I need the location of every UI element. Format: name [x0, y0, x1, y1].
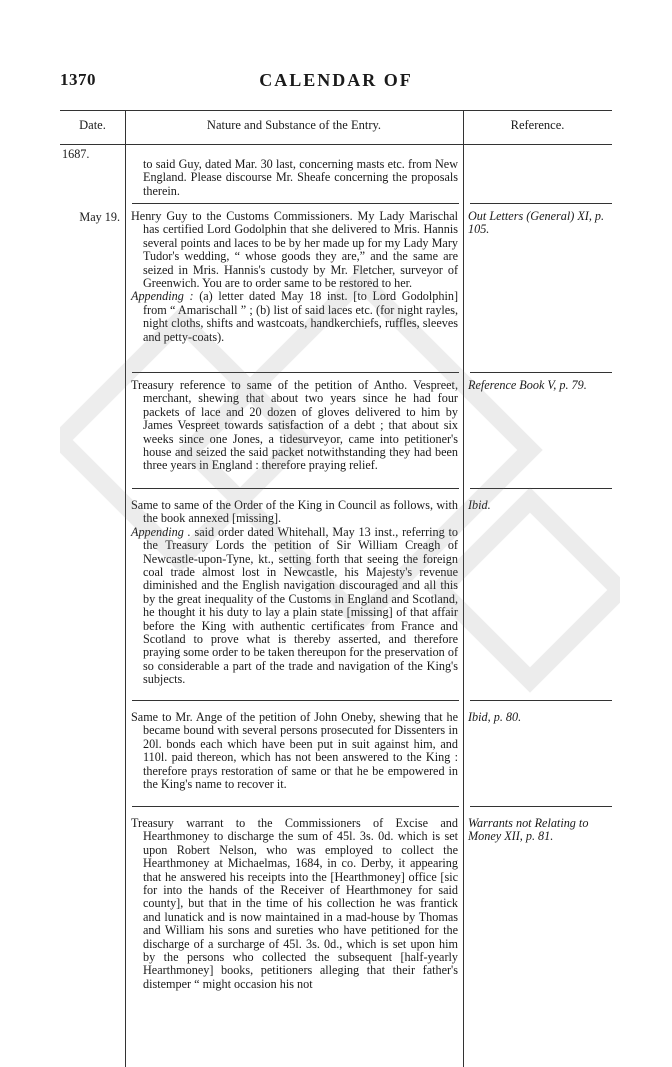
entry-body: Same to same of the Order of the King in Council as follows, with the book annexed [missing].	[131, 498, 458, 526]
entry-appending	[131, 526, 458, 687]
reference-separator	[470, 488, 612, 489]
entry-body: Henry Guy to the Customs Commissioners. My Lady Marischal has certified Lord Godolphin that she delivered to Mris. Hannis several points and laces to be by her made up for my Lady Mary Tudor's wedding, “ whose goods they are,” and the same are seized in Mris. Hannis's custody by Mr. Fletcher, surveyor of Greenwich. You are to order same to be restored to her.	[131, 209, 458, 291]
column-header-nature: Nature and Substance of the Entry.	[206, 118, 382, 132]
entry-date: 1687.	[62, 147, 90, 161]
entry-date: May 19.	[79, 210, 120, 224]
entry-reference: Out Letters (General) XI, p. 105.	[468, 209, 605, 237]
table-header-rule	[60, 144, 612, 145]
entry-separator	[132, 488, 459, 489]
page-number: 1370	[60, 70, 96, 89]
column-header-date: Date.	[79, 118, 106, 132]
entry-text	[131, 711, 458, 791]
entry-separator	[132, 203, 459, 204]
entry-reference: Warrants not Relating to Money XII, p. 81.	[468, 816, 589, 844]
column-divider-reference	[463, 110, 464, 1067]
entry-body: Treasury reference to same of the petition of Antho. Vespreet, merchant, shewing that about two years since he had four packets of lace and 20 dozen of gloves delivered to him by James Vespreet towards satisfaction of a debt ; that about six weeks since one Jones, a tidesurveyor, came into petitioner's house and seized the said packet notwithstanding they had been three years in England : therefore praying relief.	[131, 378, 458, 473]
entry-reference: Reference Book V, p. 79.	[468, 378, 587, 392]
reference-separator	[470, 372, 612, 373]
reference-separator	[470, 806, 612, 807]
entry-text	[131, 158, 458, 198]
entry-separator	[132, 806, 459, 807]
entry-body: Same to Mr. Ange of the petition of John Oneby, shewing that he became bound with several persons prosecuted for Dissenters in 20l. bonds each which have been put in suit against him, and 110l. paid thereon, which has not been answered to the King : therefore prays restoration of same or that he be empowered in the King's name to recover it.	[131, 710, 458, 792]
entry-reference: Ibid, p. 80.	[468, 710, 522, 724]
column-divider-date	[125, 110, 126, 1067]
entry-separator	[132, 372, 459, 373]
appending-text: (a) letter dated May 18 inst. [to Lord Godolphin] from “ Amarischall ” ; (b) list of said laces etc. (for night rayles, night cloths, shifts and wastcoats, handkerchiefs, ruffles, sleeves and petty-coats).	[143, 289, 458, 344]
entry-text	[131, 817, 458, 991]
calendar-table	[60, 110, 612, 1067]
entry-text	[131, 499, 458, 687]
entry-text	[131, 379, 458, 473]
table-top-rule	[60, 110, 612, 111]
appending-text: said order dated Whitehall, May 13 inst., referring to the Treasury Lords the petition of Sir William Creagh of Newcastle-upon-Tyne, kt., setting forth that seeing the foreign coal trade almost lost in Newcastle, his Majesty's revenue diminished and the English navigation discouraged and all this by the great inequality of the Customs in England and Scotland, he thought it his duty to lay a plain state [missing] of that affair before the King with authentic certificates from France and Scotland to prove what is thereby asserted, and therefore praying some order to be taken thereupon for the preservation of so considerable a part of the trade and navigation of the King's subjects.	[143, 524, 458, 687]
reference-separator	[470, 203, 612, 204]
entry-reference: Ibid.	[468, 498, 491, 512]
page-header	[0, 70, 672, 100]
entry-body: Treasury warrant to the Commissioners of Excise and Hearthmoney to discharge the sum of 45l. 3s. 0d. which is set upon Robert Nelson, who was employed to collect the Hearthmoney at Michaelmas, 1684, in co. Derby, it appearing that he answered his receipts into the [Hearthmoney] office [sic for into the hands of the Receiver of Hearthmoney for said county], but that in the time of his collection he was frantick and lunatick and is now maintained in a mad-house by Thomas and William his sons and sureties who have petitioned for the discharge of a surcharge of 45l. 3s. 0d., which is set upon him by the persons who collected the subsequent [half-yearly Hearthmoney] books, petitioners alleging that their father's distemper “ might occasion his not	[131, 816, 458, 991]
appending-label: Appending :	[131, 289, 194, 304]
entry-separator	[132, 700, 459, 701]
appending-label: Appending .	[131, 524, 191, 539]
entry-appending	[131, 290, 458, 344]
entry-body: to said Guy, dated Mar. 30 last, concerning masts etc. from New England. Please discourse Mr. Sheafe concerning the proposals therein.	[143, 157, 458, 198]
entry-text	[131, 210, 458, 344]
reference-separator	[470, 700, 612, 701]
running-title: CALENDAR OF	[259, 70, 413, 90]
column-header-reference: Reference.	[510, 118, 565, 132]
